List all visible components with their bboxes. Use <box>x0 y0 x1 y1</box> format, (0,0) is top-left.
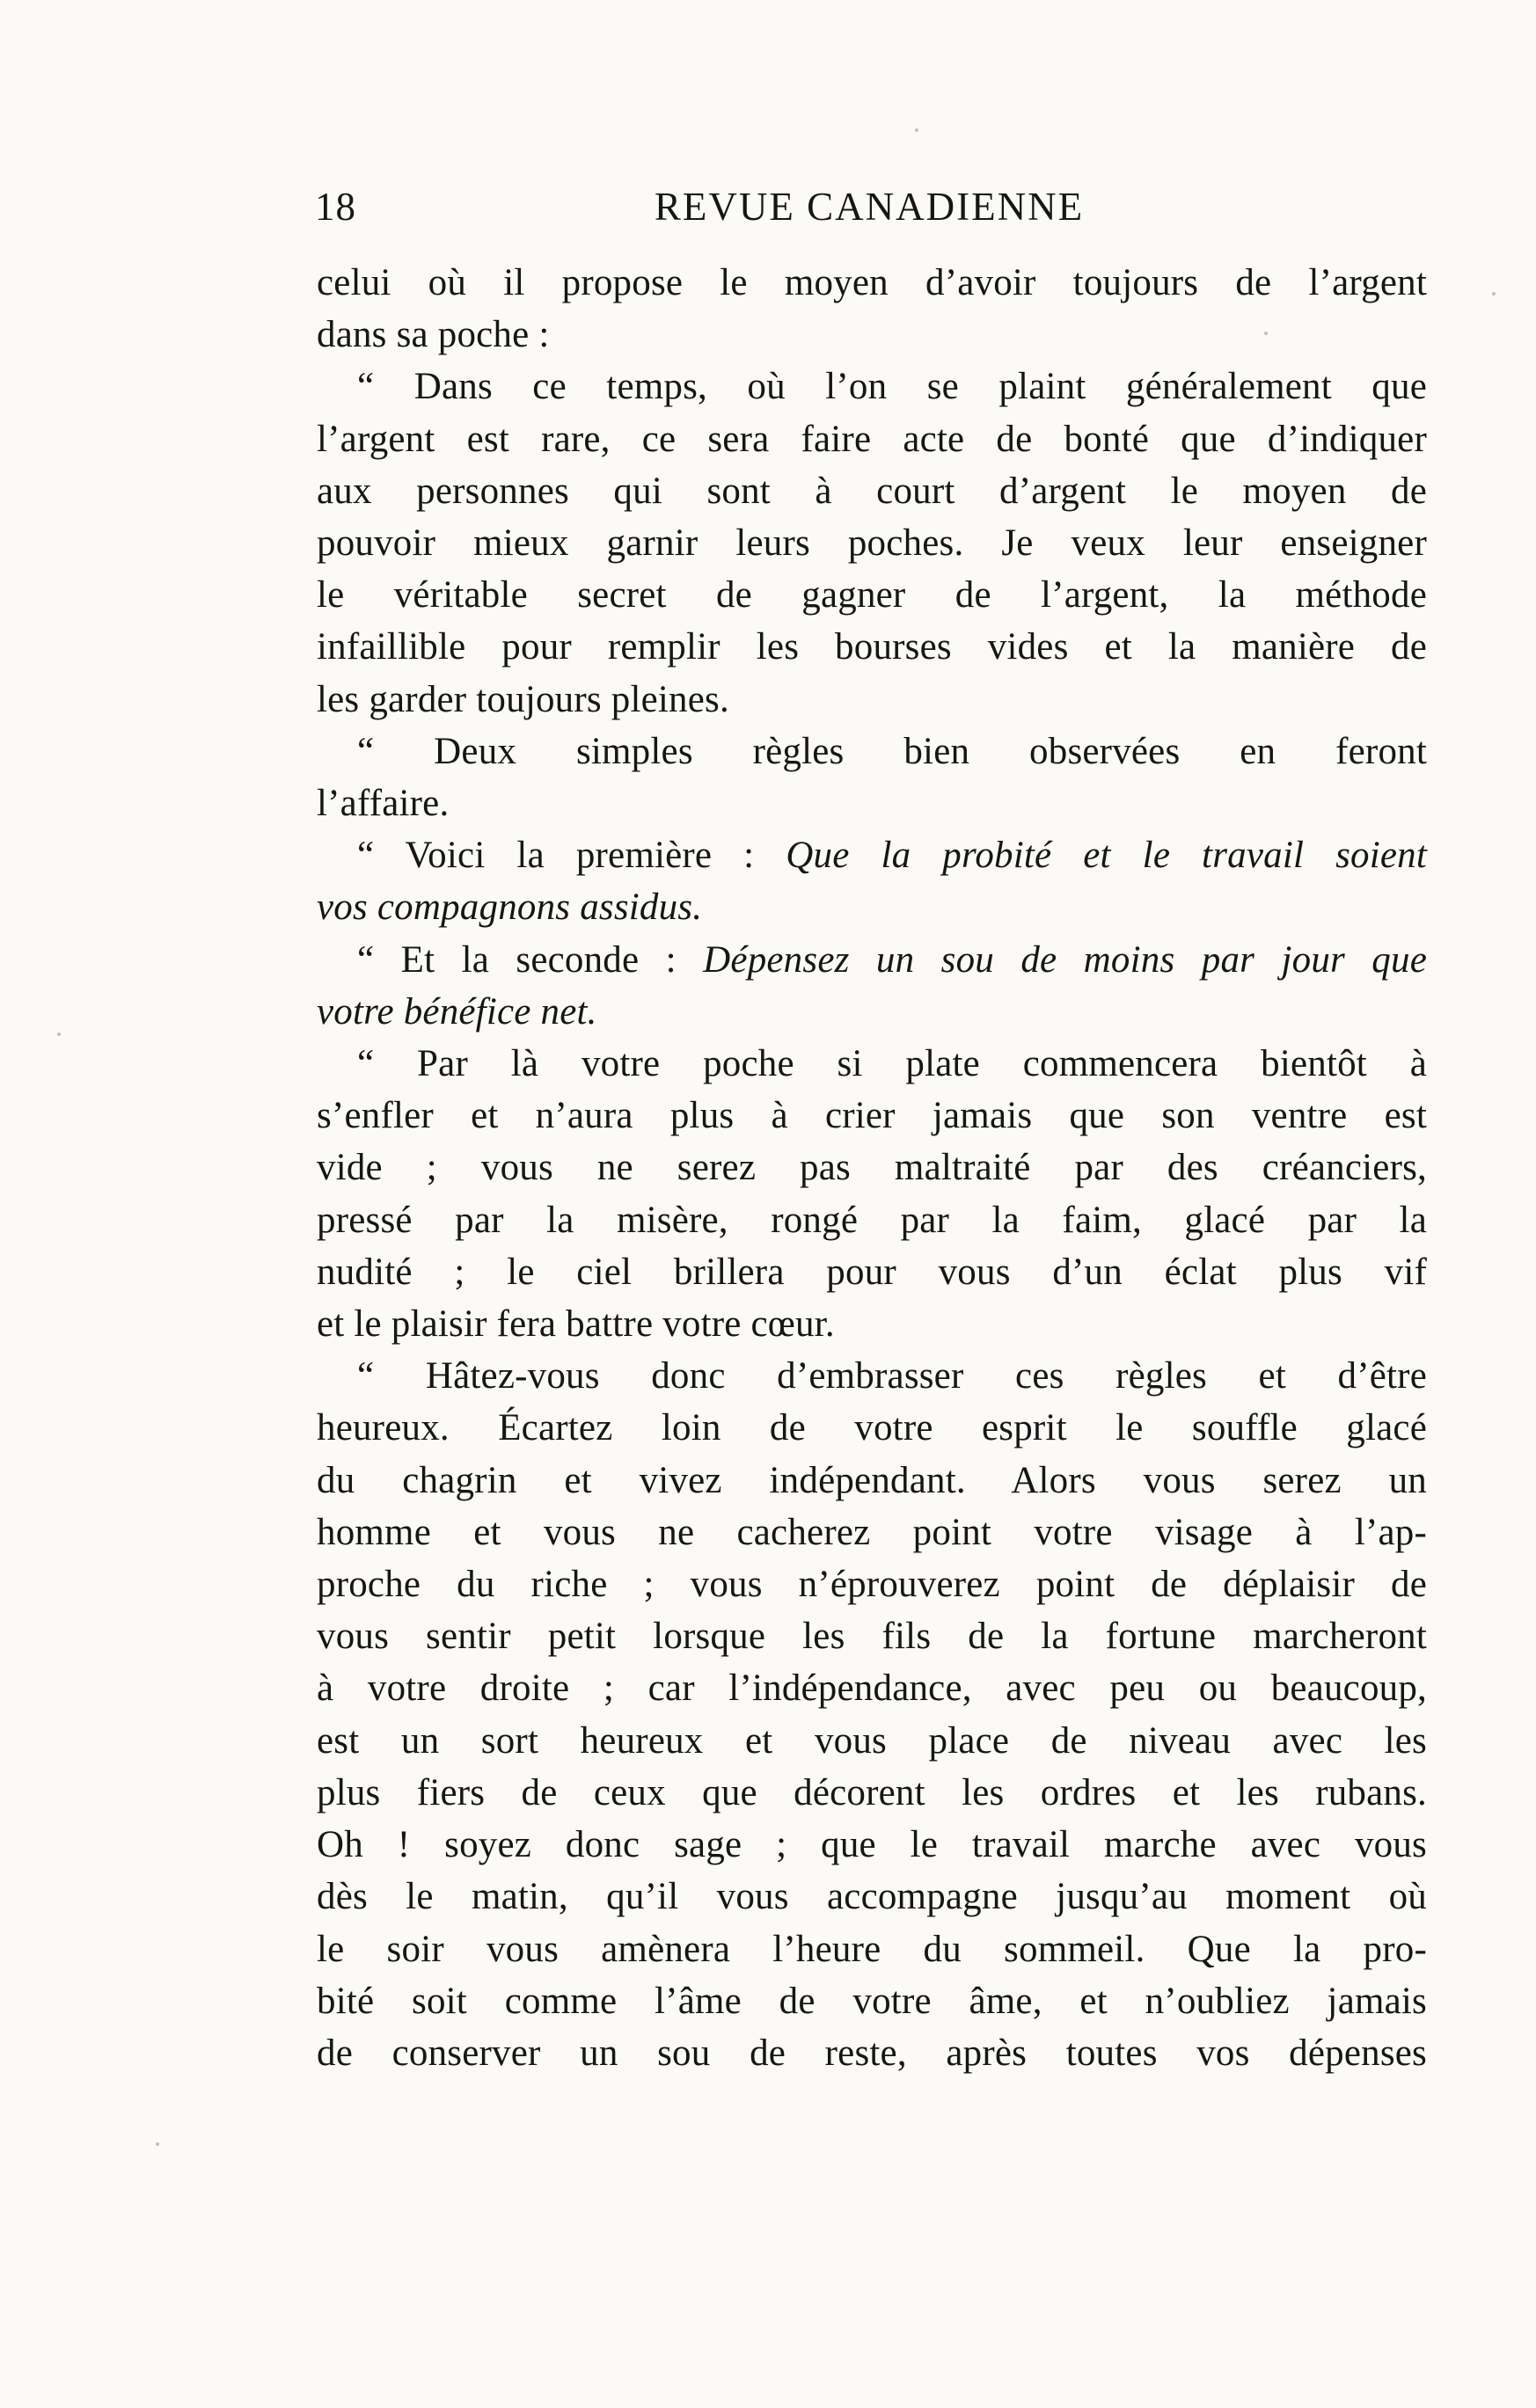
paper-speck <box>57 1033 61 1036</box>
text-line-content: le véritable secret de gagner de l’argent, la méthode <box>317 574 1427 617</box>
text-line-content: vide ; vous ne serez pas maltraité par des créanciers, <box>317 1147 1427 1189</box>
text-line-content: plus fiers de ceux que décorent les ordres et les rubans. <box>317 1771 1427 1813</box>
text-line-content: proche du riche ; vous n’éprouverez point de déplaisir de <box>317 1564 1427 1606</box>
text-line <box>317 986 1427 1038</box>
text-line <box>317 1610 1427 1662</box>
text-line <box>317 1871 1427 1923</box>
text-line-content: vous sentir petit lorsque les fils de la fortune marcheront <box>317 1616 1427 1658</box>
text-line <box>317 465 1427 517</box>
text-line-content: à votre droite ; car l’indépendance, avec peu ou beaucoup, <box>317 1667 1427 1710</box>
text-line <box>317 777 1427 829</box>
text-line <box>317 1507 1427 1558</box>
text-line <box>317 1194 1427 1246</box>
italic-text: Dépensez un sou de moins par jour que <box>703 938 1427 981</box>
text-line-content: l’affaire. <box>317 783 450 825</box>
text-line-content: celui où il propose le moyen d’avoir toujours de l’argent <box>317 262 1427 303</box>
text-line <box>317 881 1427 933</box>
text-line-content: dans sa poche : <box>317 314 550 356</box>
text-line <box>317 1246 1427 1298</box>
text-line-content: “ Par là votre poche si plate commencera bientôt à <box>357 1043 1427 1085</box>
paper-speck <box>1264 332 1268 335</box>
text-line-content: s’enfler et n’aura plus à crier jamais que son ventre est <box>317 1095 1427 1137</box>
text-line-content: “ Hâtez-vous donc d’embrasser ces règles et d’être <box>357 1355 1427 1397</box>
text-line <box>317 1715 1427 1767</box>
text-line-content: de conserver un sou de reste, après toutes vos dépenses <box>317 2032 1427 2074</box>
running-head <box>315 180 1423 233</box>
text-line <box>317 1767 1427 1819</box>
text-line <box>317 2027 1427 2079</box>
text-line <box>317 1819 1427 1871</box>
text-line <box>317 569 1427 621</box>
text-line-content: homme et vous ne cacherez point votre visage à l’ap- <box>317 1511 1427 1553</box>
text-line <box>317 1455 1427 1507</box>
text-line <box>317 726 1427 777</box>
text-line-content: infaillible pour remplir les bourses vides et la manière de <box>317 626 1427 668</box>
italic-text: Que la probité et le travail soient <box>786 835 1427 877</box>
text-line-content: pouvoir mieux garnir leurs poches. Je veux leur enseigner <box>317 522 1427 565</box>
text-line <box>317 361 1427 412</box>
text-line <box>317 1975 1427 2027</box>
paper-speck <box>915 128 918 132</box>
text-line-content: heureux. Écartez loin de votre esprit le souffle glacé <box>317 1407 1427 1449</box>
text-line-content: les garder toujours pleines. <box>317 678 729 720</box>
text-line-content: et le plaisir fera battre votre cœur. <box>317 1303 835 1346</box>
running-title: REVUE CANADIENNE <box>654 185 1085 229</box>
text-line <box>317 674 1427 726</box>
text-line-content: Oh ! soyez donc sage ; que le travail marche avec vous <box>317 1824 1427 1866</box>
text-line <box>317 1662 1427 1714</box>
text-line <box>317 934 1427 986</box>
text-line <box>317 257 1427 309</box>
text-line-content: nudité ; le ciel brillera pour vous d’un éclat plus vif <box>317 1251 1427 1293</box>
page-number: 18 <box>315 185 356 229</box>
text-line <box>317 1090 1427 1142</box>
text-line-content: du chagrin et vivez indépendant. Alors vous serez un <box>317 1459 1427 1501</box>
text-line <box>317 621 1427 673</box>
text-line-content: “ Deux simples règles bien observées en feront <box>357 730 1427 772</box>
paper-speck <box>156 2142 159 2146</box>
text-line <box>317 309 1427 361</box>
body-text <box>317 257 1427 2079</box>
text-line-content: est un sort heureux et vous place de niveau avec les <box>317 1719 1427 1762</box>
paper-speck <box>1492 292 1496 296</box>
text-line-content: pressé par la misère, rongé par la faim, glacé par la <box>317 1199 1427 1241</box>
text-line-content: dès le matin, qu’il vous accompagne jusqu’au moment où <box>317 1876 1427 1918</box>
text-line <box>317 1142 1427 1193</box>
text-line-content: votre bénéfice net. <box>317 990 597 1033</box>
text-line <box>317 413 1427 465</box>
text-line <box>317 1038 1427 1090</box>
text-line <box>317 829 1427 881</box>
text-line <box>317 1402 1427 1454</box>
text-line-content: vos compagnons assidus. <box>317 887 703 929</box>
text-line-content: aux personnes qui sont à court d’argent le moyen de <box>317 470 1427 512</box>
text-line-content: l’argent est rare, ce sera faire acte de bonté que d’indiquer <box>317 418 1427 460</box>
text-line <box>317 1558 1427 1610</box>
text-line <box>317 1923 1427 1975</box>
text-line <box>317 517 1427 569</box>
text-line <box>317 1350 1427 1402</box>
text-line-content: bité soit comme l’âme de votre âme, et n’oubliez jamais <box>317 1980 1427 2022</box>
text-line-content: “ Dans ce temps, où l’on se plaint généralement que <box>357 366 1427 408</box>
text-line <box>317 1298 1427 1350</box>
text-line-content: “ Voici la première : <box>357 835 786 877</box>
text-line-content: le soir vous amènera l’heure du sommeil. Que la pro- <box>317 1928 1427 1970</box>
text-line-content: “ Et la seconde : <box>357 938 704 981</box>
